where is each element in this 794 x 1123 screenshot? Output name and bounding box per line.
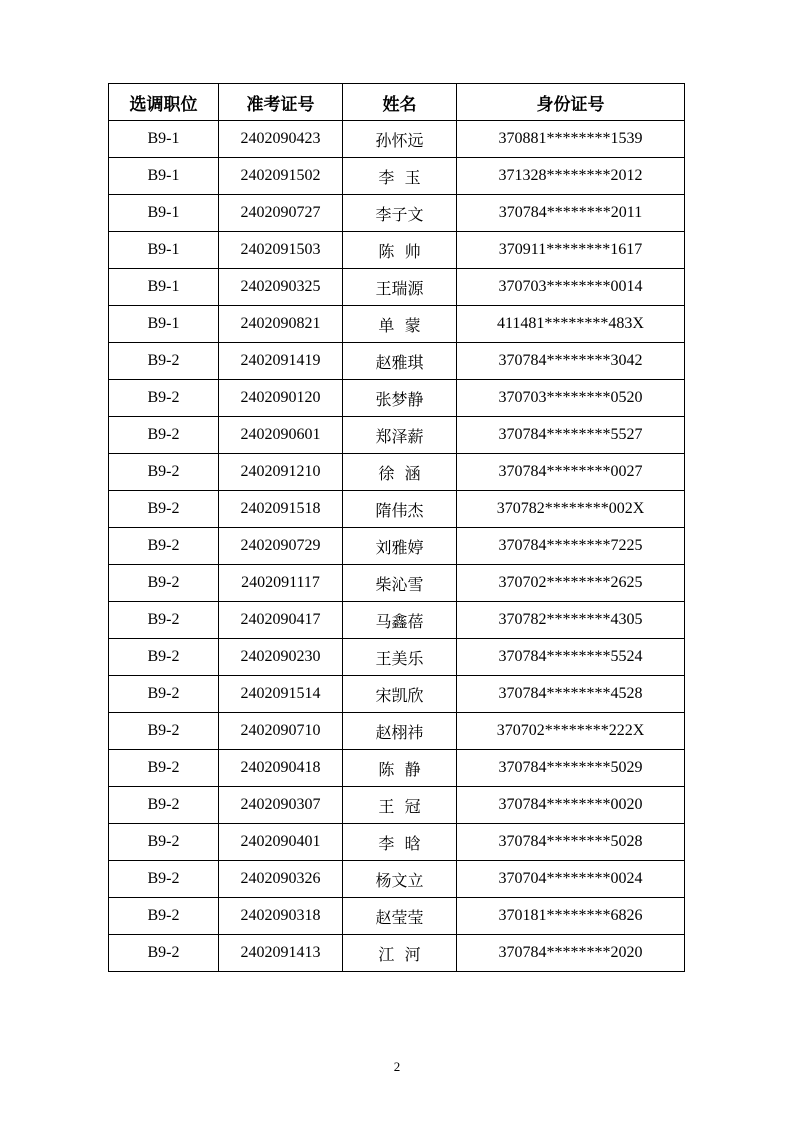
name-cell: 陈 帅 xyxy=(343,232,457,269)
position-cell: B9-2 xyxy=(109,787,219,824)
id-number-cell: 371328********2012 xyxy=(457,158,685,195)
id-number-cell: 370784********5527 xyxy=(457,417,685,454)
name-cell: 隋伟杰 xyxy=(343,491,457,528)
table-row xyxy=(109,454,685,491)
position-cell: B9-1 xyxy=(109,195,219,232)
id-number-cell: 370784********2020 xyxy=(457,935,685,972)
id-number-cell: 370784********0020 xyxy=(457,787,685,824)
id-number-cell: 370784********5028 xyxy=(457,824,685,861)
id-number-cell: 370784********3042 xyxy=(457,343,685,380)
table-row xyxy=(109,713,685,750)
name-cell: 李 玉 xyxy=(343,158,457,195)
name-cell: 李 晗 xyxy=(343,824,457,861)
position-cell: B9-1 xyxy=(109,158,219,195)
id-number-cell: 370881********1539 xyxy=(457,121,685,158)
table-row xyxy=(109,121,685,158)
table-row xyxy=(109,935,685,972)
table-row xyxy=(109,306,685,343)
name-cell: 柴沁雪 xyxy=(343,565,457,602)
id-number-cell: 411481********483X xyxy=(457,306,685,343)
id-number-cell: 370784********5524 xyxy=(457,639,685,676)
exam-id-cell: 2402091419 xyxy=(219,343,343,380)
name-cell: 江 河 xyxy=(343,935,457,972)
exam-id-cell: 2402090417 xyxy=(219,602,343,639)
name-cell: 宋凯欣 xyxy=(343,676,457,713)
table-row xyxy=(109,787,685,824)
table-row xyxy=(109,676,685,713)
name-cell: 郑泽薪 xyxy=(343,417,457,454)
position-cell: B9-2 xyxy=(109,861,219,898)
exam-id-cell: 2402090318 xyxy=(219,898,343,935)
table-body xyxy=(109,121,685,972)
page-number: 2 xyxy=(393,1059,401,1074)
table-row xyxy=(109,750,685,787)
table-row xyxy=(109,343,685,380)
name-cell: 王瑞源 xyxy=(343,269,457,306)
exam-id-cell: 2402090325 xyxy=(219,269,343,306)
id-number-cell: 370704********0024 xyxy=(457,861,685,898)
id-number-cell: 370782********4305 xyxy=(457,602,685,639)
exam-id-cell: 2402091413 xyxy=(219,935,343,972)
table-row xyxy=(109,898,685,935)
table-row xyxy=(109,565,685,602)
header-name: 姓名 xyxy=(343,84,457,121)
name-cell: 单 蒙 xyxy=(343,306,457,343)
id-number-cell: 370784********7225 xyxy=(457,528,685,565)
id-number-cell: 370181********6826 xyxy=(457,898,685,935)
id-number-cell: 370703********0520 xyxy=(457,380,685,417)
exam-id-cell: 2402090821 xyxy=(219,306,343,343)
position-cell: B9-2 xyxy=(109,380,219,417)
position-cell: B9-2 xyxy=(109,898,219,935)
position-cell: B9-2 xyxy=(109,343,219,380)
table-row xyxy=(109,269,685,306)
exam-id-cell: 2402090230 xyxy=(219,639,343,676)
position-cell: B9-1 xyxy=(109,121,219,158)
exam-id-cell: 2402091514 xyxy=(219,676,343,713)
name-cell: 陈 静 xyxy=(343,750,457,787)
exam-id-cell: 2402090601 xyxy=(219,417,343,454)
exam-id-cell: 2402090401 xyxy=(219,824,343,861)
position-cell: B9-1 xyxy=(109,306,219,343)
position-cell: B9-2 xyxy=(109,602,219,639)
name-cell: 杨文立 xyxy=(343,861,457,898)
id-number-cell: 370702********222X xyxy=(457,713,685,750)
name-cell: 徐 涵 xyxy=(343,454,457,491)
table-row xyxy=(109,195,685,232)
exam-id-cell: 2402090418 xyxy=(219,750,343,787)
id-number-cell: 370911********1617 xyxy=(457,232,685,269)
position-cell: B9-2 xyxy=(109,935,219,972)
name-cell: 张梦静 xyxy=(343,380,457,417)
position-cell: B9-2 xyxy=(109,528,219,565)
header-id-number: 身份证号 xyxy=(457,84,685,121)
table-row xyxy=(109,380,685,417)
position-cell: B9-1 xyxy=(109,232,219,269)
header-position: 选调职位 xyxy=(109,84,219,121)
id-number-cell: 370784********0027 xyxy=(457,454,685,491)
exam-id-cell: 2402091503 xyxy=(219,232,343,269)
name-cell: 赵栩祎 xyxy=(343,713,457,750)
table-header xyxy=(109,84,685,121)
name-cell: 刘雅婷 xyxy=(343,528,457,565)
position-cell: B9-2 xyxy=(109,639,219,676)
position-cell: B9-2 xyxy=(109,417,219,454)
table-row xyxy=(109,491,685,528)
table-row xyxy=(109,639,685,676)
position-cell: B9-2 xyxy=(109,750,219,787)
name-cell: 孙怀远 xyxy=(343,121,457,158)
table-row xyxy=(109,528,685,565)
table-row xyxy=(109,232,685,269)
table-row xyxy=(109,824,685,861)
table-row xyxy=(109,158,685,195)
header-row xyxy=(109,84,685,121)
position-cell: B9-2 xyxy=(109,454,219,491)
name-cell: 李子文 xyxy=(343,195,457,232)
exam-id-cell: 2402090326 xyxy=(219,861,343,898)
id-number-cell: 370784********2011 xyxy=(457,195,685,232)
name-cell: 王 冠 xyxy=(343,787,457,824)
exam-id-cell: 2402090423 xyxy=(219,121,343,158)
exam-id-cell: 2402091210 xyxy=(219,454,343,491)
table-row xyxy=(109,861,685,898)
position-cell: B9-2 xyxy=(109,713,219,750)
id-number-cell: 370784********5029 xyxy=(457,750,685,787)
id-number-cell: 370702********2625 xyxy=(457,565,685,602)
id-number-cell: 370782********002X xyxy=(457,491,685,528)
exam-id-cell: 2402090307 xyxy=(219,787,343,824)
exam-id-cell: 2402091502 xyxy=(219,158,343,195)
position-cell: B9-2 xyxy=(109,491,219,528)
exam-id-cell: 2402090120 xyxy=(219,380,343,417)
name-cell: 马鑫蓓 xyxy=(343,602,457,639)
position-cell: B9-2 xyxy=(109,824,219,861)
table-row xyxy=(109,417,685,454)
position-cell: B9-2 xyxy=(109,676,219,713)
exam-id-cell: 2402090729 xyxy=(219,528,343,565)
exam-id-cell: 2402090727 xyxy=(219,195,343,232)
id-number-cell: 370703********0014 xyxy=(457,269,685,306)
name-cell: 赵雅琪 xyxy=(343,343,457,380)
exam-id-cell: 2402090710 xyxy=(219,713,343,750)
candidate-table xyxy=(108,83,685,972)
id-number-cell: 370784********4528 xyxy=(457,676,685,713)
header-exam-id: 准考证号 xyxy=(219,84,343,121)
exam-id-cell: 2402091117 xyxy=(219,565,343,602)
name-cell: 赵莹莹 xyxy=(343,898,457,935)
position-cell: B9-1 xyxy=(109,269,219,306)
position-cell: B9-2 xyxy=(109,565,219,602)
table-row xyxy=(109,602,685,639)
name-cell: 王美乐 xyxy=(343,639,457,676)
exam-id-cell: 2402091518 xyxy=(219,491,343,528)
